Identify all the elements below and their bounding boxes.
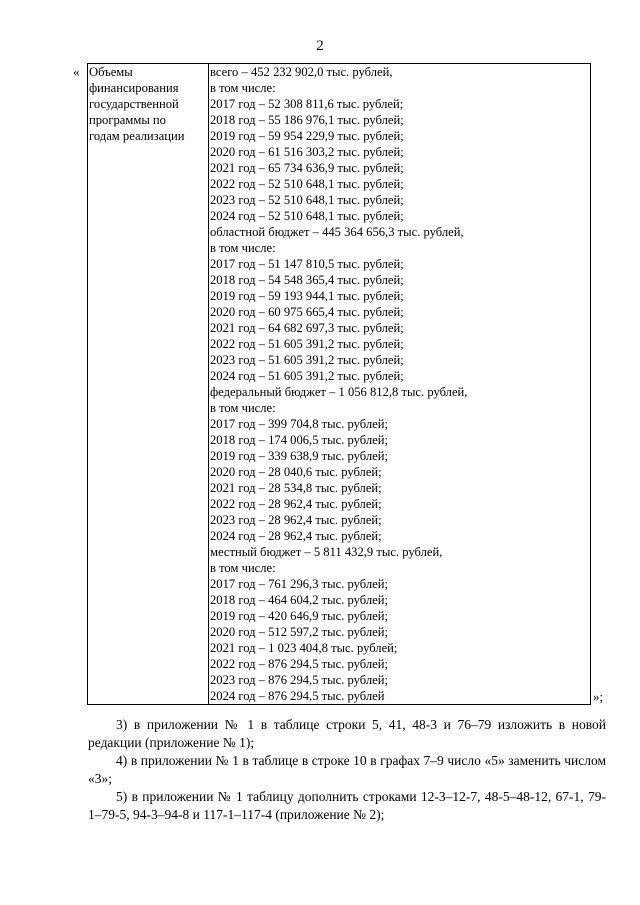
table-line: 2023 год – 51 605 391,2 тыс. рублей;	[210, 353, 404, 367]
table-line: всего – 452 232 902,0 тыс. рублей,	[210, 65, 393, 79]
table-line: 2018 год – 464 604,2 тыс. рублей;	[210, 593, 388, 607]
table-line: в том числе:	[210, 401, 276, 415]
table-line: 2023 год – 876 294,5 тыс. рублей;	[210, 673, 388, 687]
amendment-paragraph-4: 4) в приложении № 1 в таблице в строке 10 в графах 7–9 число «5» заменить числом «3»;	[88, 753, 606, 786]
table-line: 2024 год – 28 962,4 тыс. рублей;	[210, 529, 382, 543]
table-line: 2022 год – 28 962,4 тыс. рублей;	[210, 497, 382, 511]
value-lines	[210, 64, 589, 704]
table-line: в том числе:	[210, 561, 276, 575]
amendment-paragraph-5: 5) в приложении № 1 таблицу дополнить строками 12-3–12-7, 48-5–48-12, 67-1, 79-1–79-5, 94-3–94-8 и 117-1–117-4 (приложение № 2);	[88, 789, 606, 822]
table-line: 2018 год – 55 186 976,1 тыс. рублей;	[210, 113, 404, 127]
table-line: финансирования	[89, 81, 179, 95]
table-line: в том числе:	[210, 241, 276, 255]
table-row	[88, 64, 591, 705]
table-line: 2020 год – 512 597,2 тыс. рублей;	[210, 625, 388, 639]
table-line: 2021 год – 1 023 404,8 тыс. рублей;	[210, 641, 398, 655]
table-line: 2023 год – 28 962,4 тыс. рублей;	[210, 513, 382, 527]
label-lines	[89, 64, 207, 144]
table-line: 2017 год – 52 308 811,6 тыс. рублей;	[210, 97, 404, 111]
table-line: 2022 год – 876 294,5 тыс. рублей;	[210, 657, 388, 671]
closing-quote: »;	[593, 689, 604, 704]
table-line: 2017 год – 761 296,3 тыс. рублей;	[210, 577, 388, 591]
table-line: государственной	[89, 97, 179, 111]
table-line: 2020 год – 28 040,6 тыс. рублей;	[210, 465, 382, 479]
table-line: 2017 год – 51 147 810,5 тыс. рублей;	[210, 257, 404, 271]
table-line: в том числе:	[210, 81, 276, 95]
table-line: 2019 год – 339 638,9 тыс. рублей;	[210, 449, 388, 463]
table-line: 2024 год – 51 605 391,2 тыс. рублей;	[210, 369, 404, 383]
table-line: местный бюджет – 5 811 432,9 тыс. рублей,	[210, 545, 443, 559]
financing-label-cell	[88, 64, 209, 705]
table-line: областной бюджет – 445 364 656,3 тыс. рублей,	[210, 225, 464, 239]
table-line: 2018 год – 54 548 365,4 тыс. рублей;	[210, 273, 404, 287]
table-line: 2017 год – 399 704,8 тыс. рублей;	[210, 417, 388, 431]
table-line: 2023 год – 52 510 648,1 тыс. рублей;	[210, 193, 404, 207]
page-number: 2	[316, 38, 324, 54]
table-line: 2018 год – 174 006,5 тыс. рублей;	[210, 433, 388, 447]
table-line: 2019 год – 420 646,9 тыс. рублей;	[210, 609, 388, 623]
table-line: 2022 год – 51 605 391,2 тыс. рублей;	[210, 337, 404, 351]
table-line: 2019 год – 59 193 944,1 тыс. рублей;	[210, 289, 404, 303]
table-line: 2024 год – 52 510 648,1 тыс. рублей;	[210, 209, 404, 223]
table-line: 2024 год – 876 294,5 тыс. рублей	[210, 689, 385, 703]
table-line: программы по	[89, 113, 166, 127]
amendment-paragraph-3: 3) в приложении № 1 в таблице строки 5, 41, 48-3 и 76–79 изложить в новой редакции (приложение № 1);	[88, 717, 606, 750]
table-line: Объемы	[89, 65, 133, 79]
table-line: 2022 год – 52 510 648,1 тыс. рублей;	[210, 177, 404, 191]
financing-values-cell	[209, 64, 591, 705]
table-line: 2021 год – 65 734 636,9 тыс. рублей;	[210, 161, 404, 175]
opening-quote: «	[73, 64, 80, 79]
table-line: 2021 год – 28 534,8 тыс. рублей;	[210, 481, 382, 495]
table-line: 2020 год – 61 516 303,2 тыс. рублей;	[210, 145, 404, 159]
table-line: годам реализации	[89, 129, 185, 143]
table-line: 2021 год – 64 682 697,3 тыс. рублей;	[210, 321, 404, 335]
table-line: 2020 год – 60 975 665,4 тыс. рублей;	[210, 305, 404, 319]
table-line: 2019 год – 59 954 229,9 тыс. рублей;	[210, 129, 404, 143]
financing-table	[87, 63, 591, 705]
table-line: федеральный бюджет – 1 056 812,8 тыс. рублей,	[210, 385, 468, 399]
